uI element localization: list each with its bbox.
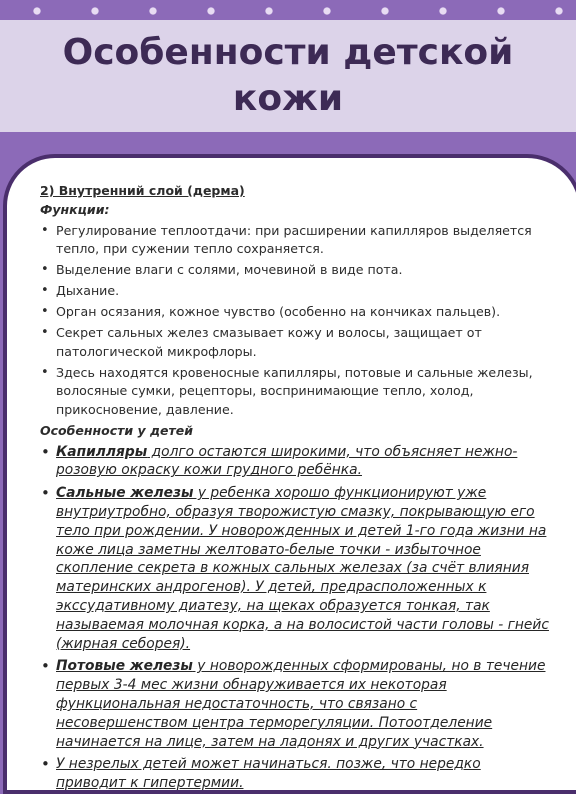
function-item: • Дыхание. <box>40 282 550 300</box>
feature-text: у ребенка хорошо функционируют уже внутриутробно, образуя творожистую смазку, покрывающую его тело при рождении. У новорожденных и детей 1-го года жизни на коже лица заметны желтовато-белые точки - избыточное скопление секрета в кожных сальных железах (за счёт влияния материнских андрогенов). У детей, предрасположенных к экссудативному диатезу, на щеках образуется тонкая, так называемая молочная корка, а на волосистой части головы - гнейс (жирная себорея). <box>56 485 549 652</box>
functions-heading: Функции: <box>40 202 110 217</box>
title-band <box>0 20 576 132</box>
section-heading: 2) Внутренний слой (дерма) <box>40 183 245 198</box>
feature-term: Потовые железы <box>56 658 193 675</box>
feature-text: у новорожденных сформированы, но в течение первых 3-4 мес жизни обнаруживается их некоторая функциональная недостаточность, что связано с несовершенством центра терморегуляции. Потоотделение начинается на лице, затем на ладонях и других участках. <box>56 658 546 750</box>
feature-term: Капилляры <box>56 443 148 460</box>
function-item: • Здесь находятся кровеносные капилляры, потовые и сальные железы, волосяные сумки, рецепторы, воспринимающие тепло, холод, прикосновение, давление. <box>40 364 550 419</box>
slide-title-line-2: кожи <box>232 78 344 119</box>
function-item: • Регулирование теплоотдачи: при расширении капилляров выделяется тепло, при сужении тепло сохраняется. <box>40 222 550 259</box>
functions-list <box>40 222 550 419</box>
feature-item-capillaries <box>40 443 550 481</box>
feature-item-sebaceous-glands <box>40 484 550 653</box>
feature-item-premature-children <box>40 755 550 793</box>
function-item: • Выделение влаги с солями, мочевиной в виде пота. <box>40 261 550 279</box>
children-features-heading: Особенности у детей <box>40 422 194 438</box>
feature-term: Сальные железы <box>56 485 194 502</box>
feature-text: долго остаются широкими, что объясняет нежно-розовую окраску кожи грудного ребёнка. <box>56 443 518 479</box>
slide-title-line-1: Особенности детской <box>62 32 514 73</box>
feature-item-sweat-glands <box>40 657 550 751</box>
content-body <box>40 182 550 794</box>
content-card <box>3 154 576 794</box>
feature-text: У незрелых детей может начинаться. позже, что нередко приводит к гипертермии. <box>56 756 481 792</box>
function-item: • Орган осязания, кожное чувство (особенно на кончиках пальцев). <box>40 303 550 321</box>
function-item: • Секрет сальных желез смазывает кожу и волосы, защищает от патологической микрофлоры. <box>40 324 550 361</box>
children-features-list <box>40 443 550 793</box>
